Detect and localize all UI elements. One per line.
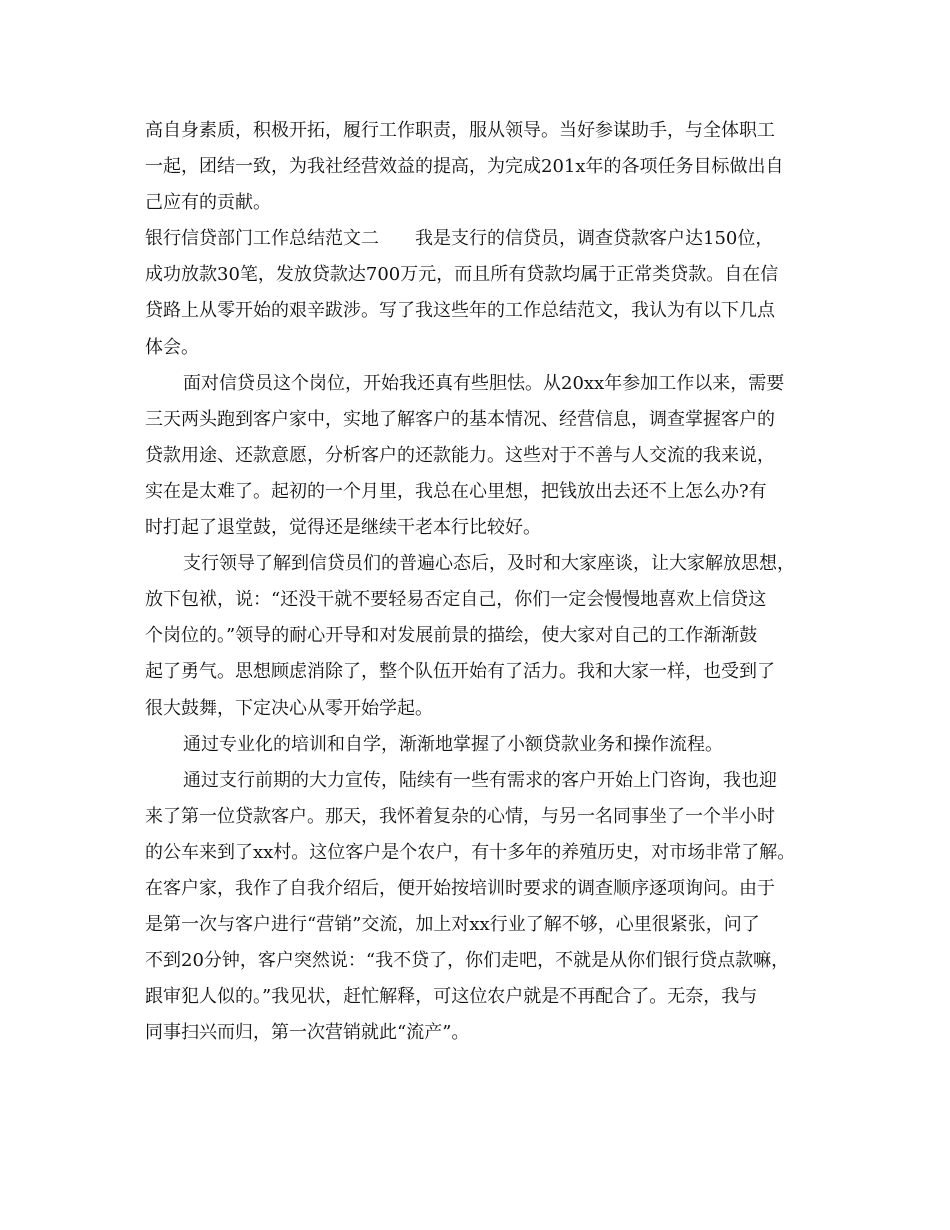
text-line: 个岗位的。”领导的耐心开导和对发展前景的描绘，使大家对自己的工作渐渐鼓 xyxy=(145,625,758,647)
paragraph-2 xyxy=(145,221,845,365)
text-line: 时打起了退堂鼓，觉得还是继续干老本行比较好。 xyxy=(145,517,541,539)
text-line: 是第一次与客户进行“营销”交流，加上对xx行业了解不够，心里很紧张，问了 xyxy=(145,914,760,936)
text-line: 放下包袱，说：“还没干就不要轻易否定自己，你们一定会慢慢地喜欢上信贷这 xyxy=(145,589,767,611)
text-line: 体会。 xyxy=(145,336,199,358)
text-line: 支行领导了解到信贷员们的普遍心态后，及时和大家座谈，让大家解放思想， xyxy=(183,553,795,575)
text-line: 很大鼓舞，下定决心从零开始学起。 xyxy=(145,697,433,719)
text-line: 来了第一位贷款客户。那天，我怀着复杂的心情，与另一名同事坐了一个半小时 xyxy=(145,805,775,827)
section-heading-line: 银行信贷部门工作总结范文二 我是支行的信贷员，调查贷款客户达150位， xyxy=(145,228,774,250)
document-body xyxy=(145,113,845,1051)
paragraph-1 xyxy=(145,113,845,221)
paragraph-3 xyxy=(145,366,845,546)
text-line: 起了勇气。思想顾虑消除了，整个队伍开始有了活力。我和大家一样，也受到了 xyxy=(145,661,775,683)
text-line: 面对信贷员这个岗位，开始我还真有些胆怯。从20xx年参加工作以来，需要 xyxy=(183,372,785,394)
text-line: 贷路上从零开始的艰辛跋涉。写了我这些年的工作总结范文，我认为有以下几点 xyxy=(145,300,775,322)
paragraph-6 xyxy=(145,763,845,1052)
text-line: 成功放款30笔，发放贷款达700万元，而且所有贷款均属于正常类贷款。自在信 xyxy=(145,264,779,286)
paragraph-5 xyxy=(145,727,845,763)
text-line: 同事扫兴而归，第一次营销就此“流产”。 xyxy=(145,1022,470,1044)
text-line: 三天两头跑到客户家中，实地了解客户的基本情况、经营信息，调查掌握客户的 xyxy=(145,408,775,430)
text-line: 贷款用途、还款意愿，分析客户的还款能力。这些对于不善与人交流的我来说， xyxy=(145,444,775,466)
paragraph-4 xyxy=(145,546,845,726)
text-line: 己应有的贡献。 xyxy=(145,192,271,214)
text-line: 通过支行前期的大力宣传，陆续有一些有需求的客户开始上门咨询，我也迎 xyxy=(183,769,777,791)
text-line: 跟审犯人似的。”我见状，赶忙解释，可这位农户就是不再配合了。无奈，我与 xyxy=(145,986,758,1008)
text-line: 一起，团结一致，为我社经营效益的提高，为完成201x年的各项任务目标做出自 xyxy=(145,156,784,178)
text-line: 不到20分钟，客户突然说：“我不贷了，你们走吧，不就是从你们银行贷点款嘛， xyxy=(145,950,790,972)
text-line: 实在是太难了。起初的一个月里，我总在心里想，把钱放出去还不上怎么办?有 xyxy=(145,480,767,502)
text-line: 的公车来到了xx村。这位客户是个农户，有十多年的养殖历史，对市场非常了解。 xyxy=(145,841,796,863)
text-line: 高自身素质，积极开拓，履行工作职责，服从领导。当好参谋助手，与全体职工 xyxy=(145,120,775,141)
text-line: 通过专业化的培训和自学，渐渐地掌握了小额贷款业务和操作流程。 xyxy=(183,733,723,755)
text-line: 在客户家，我作了自我介绍后，便开始按培训时要求的调查顺序逐项询问。由于 xyxy=(145,877,775,899)
